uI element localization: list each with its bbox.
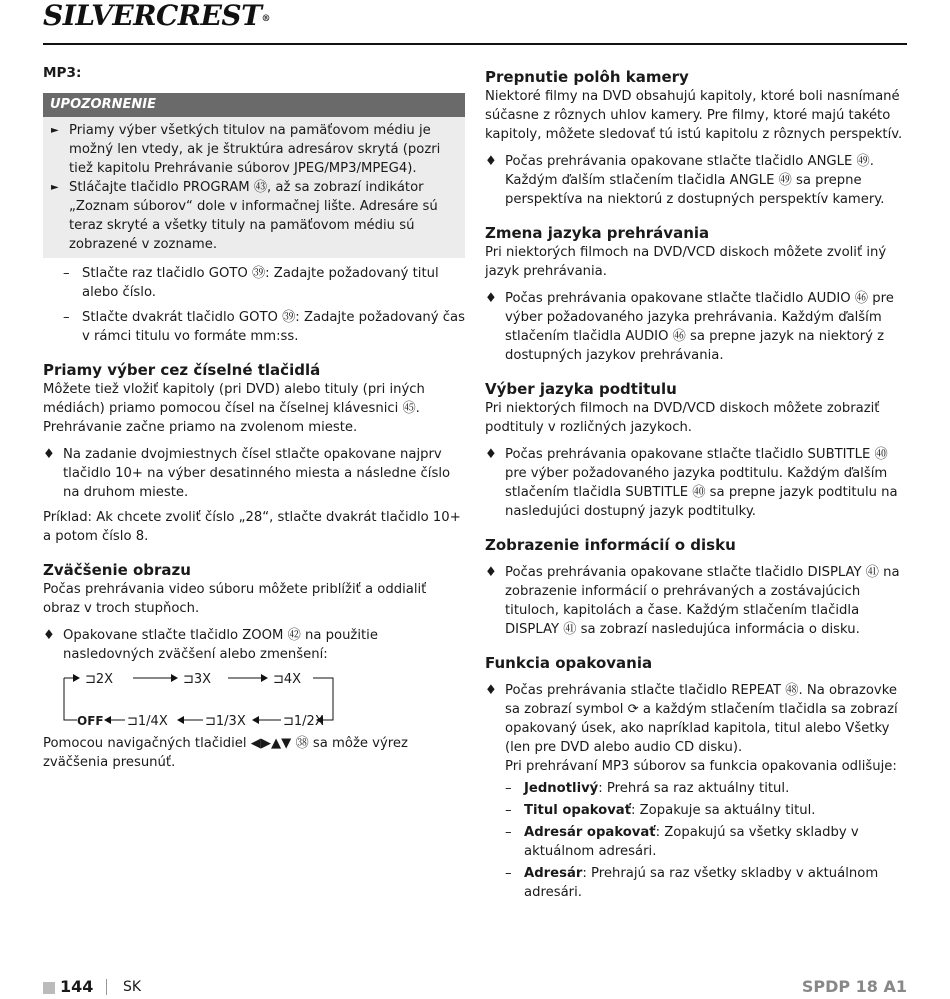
diamond-bullet-icon: ♦ bbox=[485, 447, 497, 462]
paragraph: Pri niektorých filmoch na DVD/VCD diskoch môžete zvoliť iný jazyk prehrávania. bbox=[485, 245, 887, 279]
model-number: SPDP 18 A1 bbox=[801, 977, 907, 996]
diamond-bullet-icon: ♦ bbox=[485, 154, 497, 169]
zoom-4x: ⊐4X bbox=[273, 672, 302, 687]
bullet-item: ♦ Na zadanie dvojmiestnych čísel stlačte opakovane najprv tlačidlo 10+ na výber desatinného miesta a následne číslo na druhom mieste. bbox=[43, 447, 451, 500]
diamond-bullet-icon: ♦ bbox=[485, 565, 497, 580]
zoom-1-4x: ⊐1/4X bbox=[127, 714, 168, 729]
left-column bbox=[43, 64, 465, 772]
zoom-1-3x: ⊐1/3X bbox=[205, 714, 246, 729]
footer-square-icon bbox=[43, 982, 55, 994]
repeat-mode-item: – Titul opakovať: Zopakuje sa aktuálny titul. bbox=[505, 803, 816, 818]
section-title: Prepnutie polôh kamery bbox=[485, 68, 689, 86]
note-item: ► Priamy výber všetkých titulov na pamäťovom médiu je možný len vtedy, ak je štruktúra adresárov skrytá (pozri tiež kapitolu Prehrávanie súborov JPEG/MP3/MPEG4). bbox=[51, 123, 441, 176]
note-item: ► Stláčajte tlačidlo PROGRAM ㊸, až sa zobrazí indikátor „Zoznam súborov“ dole v informačnej lište. Adresáre sú teraz skryté a všetky tituly na pamäťovom médiu sú zobrazené v zozname. bbox=[51, 180, 438, 252]
paragraph: Pri prehrávaní MP3 súborov sa funkcia opakovania odlišuje: bbox=[505, 759, 897, 774]
repeat-mode-item: – Adresár opakovať: Zopakujú sa všetky skladby v aktuálnom adresári. bbox=[505, 825, 859, 859]
zoom-2x: ⊐2X bbox=[85, 672, 114, 687]
bullet-item: ♦ Počas prehrávania opakovane stlačte tlačidlo ANGLE ㊾. Každým ďalším stlačením tlačidla ANGLE ㊾ sa prepne perspektíva na niektorú z dostupných perspektív kamery. bbox=[485, 154, 885, 207]
zoom-off: OFF bbox=[77, 714, 104, 728]
dash-item: – Stlačte dvakrát tlačidlo GOTO ㊴: Zadajte požadovaný čas v rámci titulu vo formáte mm:ss. bbox=[63, 310, 465, 344]
paragraph: Pri niektorých filmoch na DVD/VCD diskoch môžete zobraziť podtituly v rozličných jazykoch. bbox=[485, 401, 880, 435]
paragraph: Môžete tiež vložiť kapitoly (pri DVD) alebo tituly (pri iných médiách) priamo pomocou čísel na číselnej klávesnici ㊺. Prehrávanie začne priamo na zvolenom mieste. bbox=[43, 382, 425, 435]
bullet-item: ♦ Počas prehrávania opakovane stlačte tlačidlo DISPLAY ㊶ na zobrazenie informácií o prehrávaných a zostávajúcich tituloch, kapitolách a čase. Každým stlačením tlačidla DISPLAY ㊶ sa zobrazí nasledujúca informácia o disku. bbox=[485, 565, 900, 637]
section-title: Funkcia opakovania bbox=[485, 654, 653, 672]
repeat-mode-item: – Adresár: Prehrajú sa raz všetky skladby v aktuálnom adresári. bbox=[505, 866, 879, 900]
footer-divider bbox=[106, 979, 107, 995]
bullet-item: ♦ Počas prehrávania stlačte tlačidlo REPEAT ㊽. Na obrazovke sa zobrazí symbol ⟳ a každým stlačením tlačidla sa zobrazí opakovaný úsek, ako napríklad kapitola, titul alebo Všetky (len pre DVD alebo audio CD disku). bbox=[485, 683, 898, 755]
language-code: SK bbox=[123, 979, 142, 995]
diamond-bullet-icon: ♦ bbox=[43, 628, 55, 643]
note-box bbox=[43, 117, 465, 258]
section-title: Zmena jazyka prehrávania bbox=[485, 224, 710, 242]
zoom-diagram bbox=[63, 670, 465, 728]
bullet-item: ♦ Opakovane stlačte tlačidlo ZOOM ㊷ na použitie nasledovných zväčšení alebo zmenšení: bbox=[43, 628, 378, 662]
section-title: Zobrazenie informácií o disku bbox=[485, 536, 736, 554]
zoom-3x: ⊐3X bbox=[183, 672, 212, 687]
paragraph: Počas prehrávania video súboru môžete priblížiť a oddialiť obraz v troch stupňoch. bbox=[43, 582, 427, 616]
page-number: 144 bbox=[60, 977, 94, 996]
right-column bbox=[485, 67, 907, 902]
brand-logo: SILVERCREST® bbox=[43, 0, 270, 32]
diamond-bullet-icon: ♦ bbox=[43, 447, 55, 462]
diamond-bullet-icon: ♦ bbox=[485, 291, 497, 306]
zoom-1-2x: ⊐1/2X bbox=[283, 714, 324, 729]
bullet-item: ♦ Počas prehrávania opakovane stlačte tlačidlo SUBTITLE ㊵ pre výber požadovaného jazyka podtitulu. Každým ďalším stlačením tlačidla SUBTITLE ㊵ sa prepne jazyk podtitulu na nasledujúci dostupný jazyk podtitulky. bbox=[485, 447, 898, 519]
triangle-bullet-icon: ► bbox=[51, 182, 59, 193]
dash-item: – Stlačte raz tlačidlo GOTO ㊴: Zadajte požadovaný titul alebo číslo. bbox=[63, 266, 439, 300]
section-title: Zväčšenie obrazu bbox=[43, 561, 191, 579]
section-title: Výber jazyka podtitulu bbox=[485, 380, 677, 398]
section-title: Priamy výber cez číselné tlačidlá bbox=[43, 361, 321, 379]
paragraph: Niektoré filmy na DVD obsahujú kapitoly, ktoré boli nasnímané súčasne z rôznych uhlov kamery. Pre filmy, ktoré majú takéto kapitoly, môžete sledovať tú istú kapitolu z rôznych perspektív. bbox=[485, 89, 903, 142]
paragraph: Pomocou navigačných tlačidiel ◀▶▲▼ ㊳ sa môže výrez zväčšenia presunúť. bbox=[43, 736, 408, 770]
paragraph: Príklad: Ak chcete zvoliť číslo „28“, stlačte dvakrát tlačidlo 10+ a potom číslo 8. bbox=[43, 510, 461, 544]
mp3-heading: MP3: bbox=[43, 65, 82, 81]
note-title: UPOZORNENIE bbox=[43, 93, 465, 117]
triangle-bullet-icon: ► bbox=[51, 125, 59, 136]
diamond-bullet-icon: ♦ bbox=[485, 683, 497, 698]
header-rule bbox=[43, 43, 907, 45]
repeat-mode-item: – Jednotlivý: Prehrá sa raz aktuálny titul. bbox=[505, 781, 790, 796]
bullet-item: ♦ Počas prehrávania opakovane stlačte tlačidlo AUDIO ㊻ pre výber požadovaného jazyka prehrávania. Každým ďalším stlačením tlačidla AUDIO ㊻ sa prepne jazyk na niektorý z dostupných jazykov prehrávania. bbox=[485, 291, 894, 363]
